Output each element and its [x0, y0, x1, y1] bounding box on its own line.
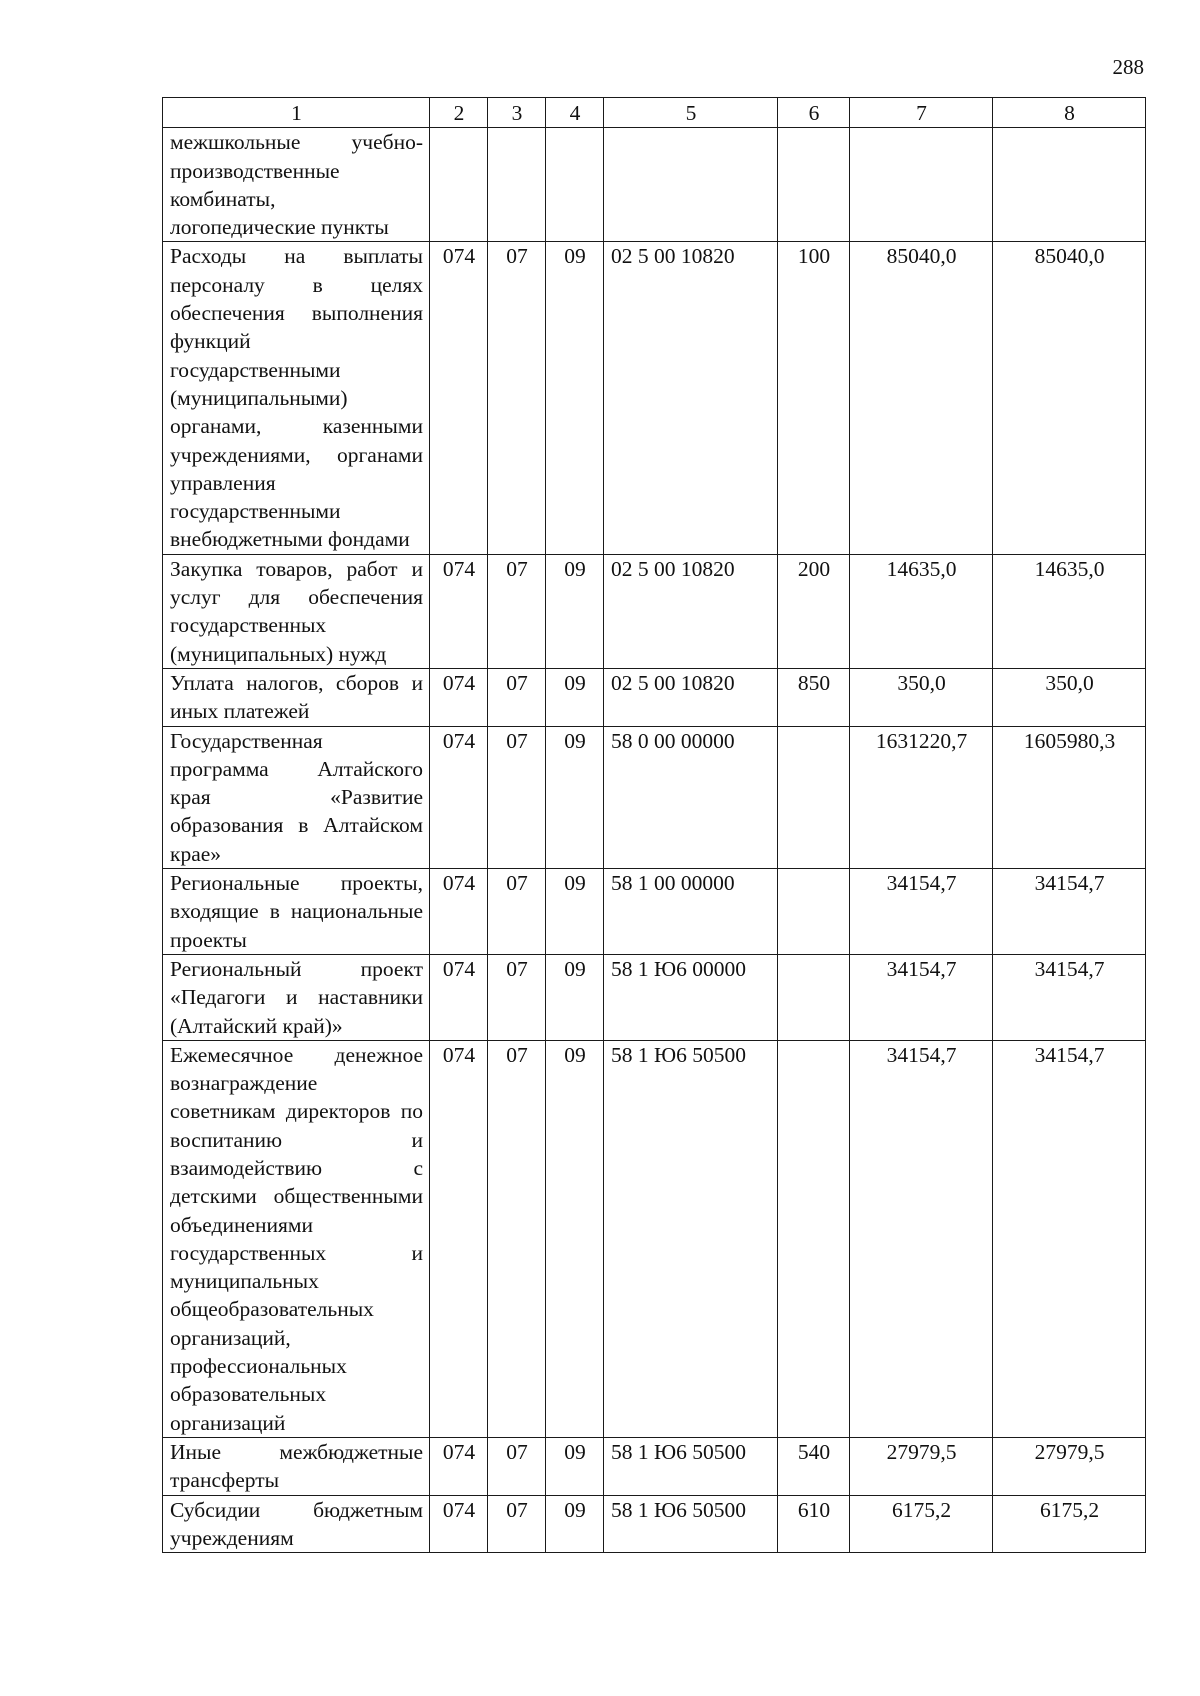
ministry-code-cell: 074	[430, 1437, 488, 1495]
column-header: 2	[430, 98, 488, 128]
target-article-cell: 58 1 Ю6 00000	[604, 954, 778, 1040]
budget-table	[162, 97, 1146, 1553]
amount-col7-cell: 85040,0	[850, 242, 993, 554]
expense-type-cell: 200	[778, 554, 850, 668]
expense-type-cell	[778, 954, 850, 1040]
amount-col8-cell: 34154,7	[993, 869, 1146, 955]
target-article-cell: 58 0 00 00000	[604, 726, 778, 868]
ministry-code-cell: 074	[430, 1040, 488, 1437]
expense-type-cell	[778, 869, 850, 955]
row-description: Уплата налогов, сборов и иных платежей	[163, 668, 430, 726]
column-header: 1	[163, 98, 430, 128]
amount-col8-cell: 34154,7	[993, 954, 1146, 1040]
subsection-cell: 09	[546, 869, 604, 955]
section-cell: 07	[488, 1495, 546, 1553]
target-article-cell: 02 5 00 10820	[604, 668, 778, 726]
expense-type-cell: 100	[778, 242, 850, 554]
column-header: 5	[604, 98, 778, 128]
table-row	[163, 554, 1146, 668]
subsection-cell: 09	[546, 668, 604, 726]
section-cell: 07	[488, 726, 546, 868]
table-row	[163, 1437, 1146, 1495]
target-article-cell: 58 1 Ю6 50500	[604, 1437, 778, 1495]
column-header: 7	[850, 98, 993, 128]
section-cell: 07	[488, 554, 546, 668]
header-row	[163, 98, 1146, 128]
subsection-cell: 09	[546, 242, 604, 554]
column-header: 3	[488, 98, 546, 128]
amount-col8-cell	[993, 128, 1146, 242]
target-article-cell: 02 5 00 10820	[604, 554, 778, 668]
amount-col7-cell: 1631220,7	[850, 726, 993, 868]
expense-type-cell: 850	[778, 668, 850, 726]
row-description: Субсидии бюджетным учреждениям	[163, 1495, 430, 1553]
table-row	[163, 668, 1146, 726]
ministry-code-cell: 074	[430, 1495, 488, 1553]
amount-col8-cell: 85040,0	[993, 242, 1146, 554]
expense-type-cell	[778, 1040, 850, 1437]
table-row	[163, 128, 1146, 242]
table-row	[163, 242, 1146, 554]
amount-col7-cell: 6175,2	[850, 1495, 993, 1553]
subsection-cell: 09	[546, 726, 604, 868]
row-description: Расходы на выплаты персоналу в целях обеспечения выполнения функций государственными (муниципальными) органами, казенными учреждениями, органами управления государственными внебюджетными фондами	[163, 242, 430, 554]
page-number: 288	[1112, 55, 1144, 79]
table-row	[163, 1495, 1146, 1553]
table-row	[163, 1040, 1146, 1437]
section-cell: 07	[488, 869, 546, 955]
section-cell: 07	[488, 1040, 546, 1437]
amount-col8-cell: 27979,5	[993, 1437, 1146, 1495]
section-cell: 07	[488, 954, 546, 1040]
section-cell: 07	[488, 1437, 546, 1495]
subsection-cell: 09	[546, 1437, 604, 1495]
row-description: Региональные проекты, входящие в национальные проекты	[163, 869, 430, 955]
section-cell	[488, 128, 546, 242]
row-description: Государственная программа Алтайского края «Развитие образования в Алтайском крае»	[163, 726, 430, 868]
expense-type-cell	[778, 726, 850, 868]
ministry-code-cell: 074	[430, 954, 488, 1040]
table-row	[163, 954, 1146, 1040]
subsection-cell: 09	[546, 954, 604, 1040]
ministry-code-cell: 074	[430, 242, 488, 554]
amount-col8-cell: 350,0	[993, 668, 1146, 726]
row-description: Иные межбюджетные трансферты	[163, 1437, 430, 1495]
table-row	[163, 869, 1146, 955]
amount-col8-cell: 14635,0	[993, 554, 1146, 668]
section-cell: 07	[488, 668, 546, 726]
target-article-cell: 58 1 00 00000	[604, 869, 778, 955]
amount-col8-cell: 1605980,3	[993, 726, 1146, 868]
expense-type-cell: 540	[778, 1437, 850, 1495]
amount-col7-cell: 34154,7	[850, 954, 993, 1040]
target-article-cell: 58 1 Ю6 50500	[604, 1040, 778, 1437]
ministry-code-cell	[430, 128, 488, 242]
column-header: 4	[546, 98, 604, 128]
amount-col7-cell: 27979,5	[850, 1437, 993, 1495]
row-description: межшкольные учебно-производственные комбинаты, логопедические пункты	[163, 128, 430, 242]
expense-type-cell	[778, 128, 850, 242]
subsection-cell: 09	[546, 1495, 604, 1553]
target-article-cell	[604, 128, 778, 242]
ministry-code-cell: 074	[430, 554, 488, 668]
ministry-code-cell: 074	[430, 726, 488, 868]
expense-type-cell: 610	[778, 1495, 850, 1553]
amount-col8-cell: 6175,2	[993, 1495, 1146, 1553]
target-article-cell: 58 1 Ю6 50500	[604, 1495, 778, 1553]
table-row	[163, 726, 1146, 868]
section-cell: 07	[488, 242, 546, 554]
column-header: 6	[778, 98, 850, 128]
target-article-cell: 02 5 00 10820	[604, 242, 778, 554]
amount-col7-cell: 14635,0	[850, 554, 993, 668]
subsection-cell	[546, 128, 604, 242]
ministry-code-cell: 074	[430, 869, 488, 955]
amount-col8-cell: 34154,7	[993, 1040, 1146, 1437]
row-description: Региональный проект «Педагоги и наставники (Алтайский край)»	[163, 954, 430, 1040]
row-description: Закупка товаров, работ и услуг для обеспечения государственных (муниципальных) нужд	[163, 554, 430, 668]
subsection-cell: 09	[546, 554, 604, 668]
row-description: Ежемесячное денежное вознаграждение советникам директоров по воспитанию и взаимодействию с детскими общественными объединениями государственных и муниципальных общеобразовательных организаций, профессиональных образовательных организаций	[163, 1040, 430, 1437]
amount-col7-cell	[850, 128, 993, 242]
amount-col7-cell: 34154,7	[850, 1040, 993, 1437]
subsection-cell: 09	[546, 1040, 604, 1437]
amount-col7-cell: 350,0	[850, 668, 993, 726]
amount-col7-cell: 34154,7	[850, 869, 993, 955]
ministry-code-cell: 074	[430, 668, 488, 726]
column-header: 8	[993, 98, 1146, 128]
